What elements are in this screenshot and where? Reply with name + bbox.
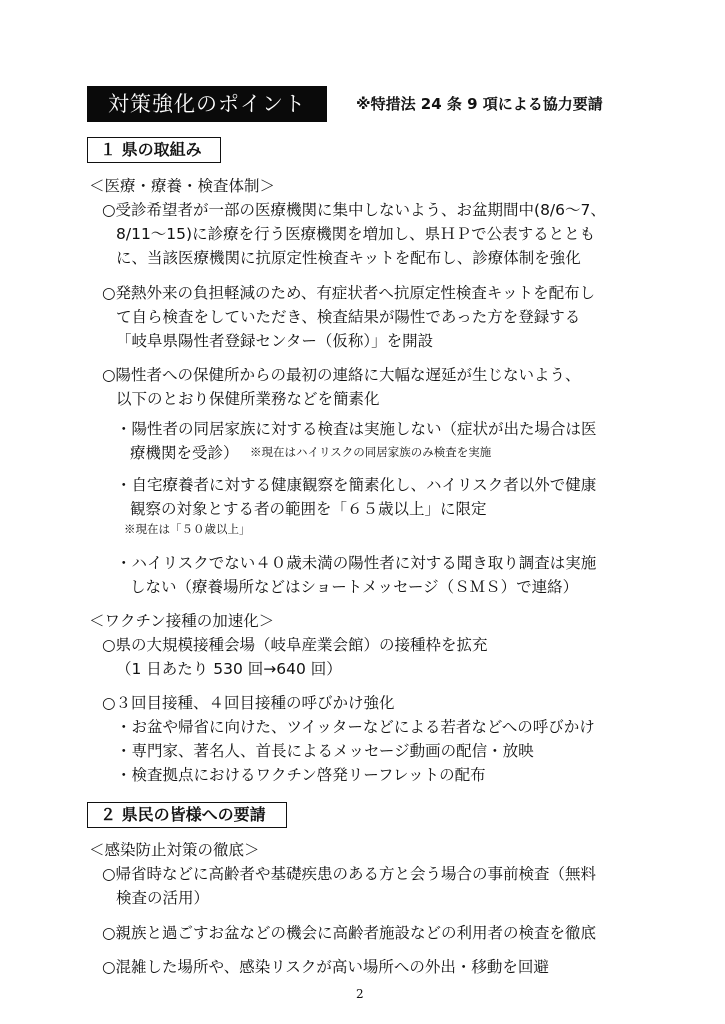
section1-heading: １ 県の取組み — [87, 137, 221, 163]
medical-sub2-line2: 観察の対象とする者の範囲を「６５歳以上」に限定 — [130, 500, 487, 518]
vaccine-item1-line2: （1 日あたり 530 回→640 回） — [116, 660, 342, 678]
vaccine-sub3: ・検査拠点におけるワクチン啓発リーフレットの配布 — [116, 766, 486, 784]
medical-sub1-line1: ・陽性者の同居家族に対する検査は実施しない（症状が出た場合は医 — [116, 420, 597, 438]
infection-item2: ○親族と過ごすお盆などの機会に高齢者施設などの利用者の検査を徹底 — [102, 924, 597, 942]
page-number: 2 — [356, 987, 364, 1001]
medical-sub3-line1: ・ハイリスクでない４０歳未満の陽性者に対する聞き取り調査は実施 — [116, 554, 597, 572]
medical-item3-line1: ○陽性者への保健所からの最初の連絡に大幅な遅延が生じないよう、 — [102, 366, 581, 384]
vaccine-sub1: ・お盆や帰省に向けた、ツイッターなどによる若者などへの呼びかけ — [116, 718, 595, 736]
vaccine-heading: ＜ワクチン接種の加速化＞ — [89, 612, 275, 630]
medical-heading: ＜医療・療養・検査体制＞ — [89, 177, 276, 195]
medical-sub1-note: ※現在はハイリスクの同居家族のみ検査を実施 — [250, 445, 492, 459]
medical-item1-line2: 8/11～15)に診療を行う医療機関を増加し、県ＨＰで公表するととも — [116, 225, 596, 243]
section2-heading: ２ 県民の皆様への要請 — [87, 802, 287, 828]
medical-item2-line1: ○発熱外来の負担軽減のため、有症状者へ抗原定性検査キットを配布し — [102, 284, 596, 302]
medical-item2-line3: 「岐阜県陽性者登録センター（仮称）」を開設 — [116, 332, 434, 350]
medical-sub2-line1: ・自宅療養者に対する健康観察を簡素化し、ハイリスク者以外で健康 — [116, 476, 597, 494]
medical-sub3-line2: しない（療養場所などはショートメッセージ（ＳＭＳ）で連絡） — [130, 578, 579, 596]
infection-heading: ＜感染防止対策の徹底＞ — [89, 841, 260, 859]
vaccine-item2: ○３回目接種、４回目接種の呼びかけ強化 — [102, 694, 395, 712]
infection-item1-line2: 検査の活用） — [116, 889, 210, 907]
vaccine-sub2: ・専門家、著名人、首長によるメッセージ動画の配信・放映 — [116, 742, 534, 760]
medical-item1-line3: に、当該医療機関に抗原定性検査キットを配布し、診療体制を強化 — [116, 249, 581, 267]
medical-item2-line2: て自ら検査をしていただき、検査結果が陽性であった方を登録する — [116, 308, 581, 326]
medical-sub1-line2: 療機関を受診） — [130, 444, 239, 462]
title-note: ※特措法 24 条 9 項による協力要請 — [356, 95, 603, 113]
vaccine-item1-line1: ○県の大規模接種会場（岐阜産業会館）の接種枠を拡充 — [102, 636, 488, 654]
infection-item3: ○混雑した場所や、感染リスクが高い場所への外出・移動を回避 — [102, 958, 549, 976]
medical-item3-line2: 以下のとおり保健所業務などを簡素化 — [116, 390, 380, 408]
medical-sub2-note: ※現在は「５０歳以上」 — [124, 522, 251, 536]
medical-item1-line1: ○受診希望者が一部の医療機関に集中しないよう、お盆期間中(8/6～7、 — [102, 201, 606, 219]
page-title: 対策強化のポイント — [87, 86, 327, 122]
infection-item1-line1: ○帰省時などに高齢者や基礎疾患のある方と会う場合の事前検査（無料 — [102, 865, 597, 883]
